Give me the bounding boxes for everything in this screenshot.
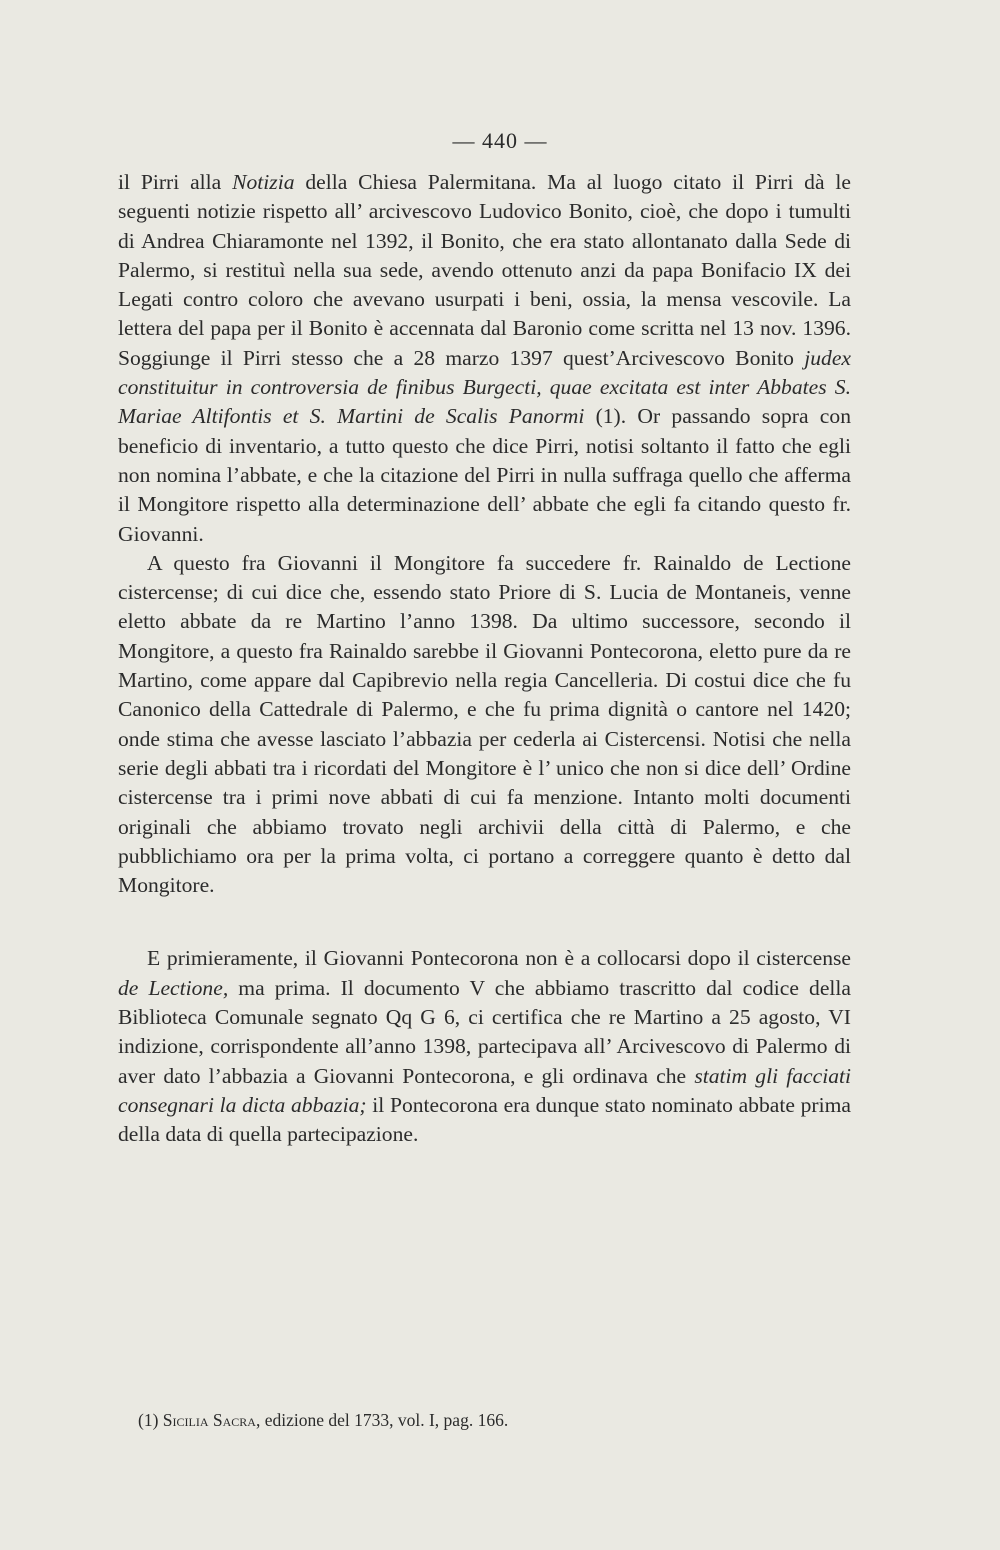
paragraph — [118, 944, 851, 1149]
footnote-source-title: Sicilia Sacra — [162, 1410, 256, 1430]
text-run: della Chiesa Palermitana. Ma al luogo citato il Pirri dà le seguenti notizie rispetto all’ arcivescovo Ludovico Bonito, cioè, che dopo i tumulti di Andrea Chiaramonte nel 1392, il Bonito, che era stato allontanato dalla Sede di Palermo, si restituì nella sua sede, avendo ottenuto anzi da papa Bonifacio IX dei Legati contro coloro che avevano usurpati i beni, ossia, la mensa vescovile. La lettera del papa per il Bonito è accennata dal Baronio come scritta nel 13 nov. 1396. Soggiunge il Pirri stesso che a 28 marzo 1397 quest’Arcivescovo Bonito — [118, 170, 851, 370]
paragraph — [118, 549, 851, 901]
text-run: il Pirri alla — [118, 170, 233, 194]
body-text — [118, 168, 851, 1150]
footnote-citation: , edizione del 1733, vol. I, pag. 166. — [255, 1410, 509, 1430]
text-run: il Pontecorona era dunque stato nominato abbate prima della data di quella partecipazione. — [118, 1092, 851, 1147]
text-run: (1). Or passando sopra con beneficio di inventario, a tutto questo che dice Pirri, notisi soltanto il fatto che egli non nomina l’abbate, e che la citazione del Pirri in nulla suffraga quello che afferma il Mongitore rispetto alla determinazione dell’ abbate che egli fa citando questo fr. Giovanni. — [118, 404, 851, 546]
italic-phrase: Notizia — [232, 170, 295, 194]
page-number: — 440 — — [452, 128, 548, 153]
italic-phrase: judex constituitur in controversia de finibus Burgecti, quae excitata est inter Abbates S. Mariae Altifontis et S. Martini de Scalis Panormi — [118, 345, 851, 429]
italic-phrase: de Lectione, — [118, 975, 229, 1000]
footnote-marker: (1) — [138, 1410, 159, 1430]
text-run: ma prima. Il documento V che abbiamo trascritto dal codice della Biblioteca Comunale segnato Qq G 6, ci certifica che re Martino a 25 agosto, VI indizione, corrispondente all’anno 1398, partecipava all’ Arcivescovo di Palermo di aver dato l’abbazia a Giovanni Pontecorona, e gli ordinava che — [118, 975, 851, 1088]
italic-phrase: statim gli facciati consegnari la dicta abbazia; — [118, 1063, 851, 1117]
text-run: E primieramente, il Giovanni Pontecorona non è a collocarsi dopo il cistercense — [147, 946, 851, 971]
text-run: A questo fra Giovanni il Mongitore fa succedere fr. Rainaldo de Lectione cistercense; di cui dice che, essendo stato Priore di S. Lucia de Montaneis, venne eletto abbate da re Martino l’anno 1398. Da ultimo successore, secondo il Mongitore, a questo fra Rainaldo sarebbe il Giovanni Pontecorona, eletto pure da re Martino, come appare dal Capibrevio nella regia Cancelleria. Di costui dice che fu Canonico della Cattedrale di Palermo, e che fu prima dignità o cantore nel 1420; onde stima che avesse lasciato l’abbazia per cederla ai Cistercensi. Notisi che nella serie degli abbati tra i ricordati del Mongitore è l’ unico che non si dice dell’ Ordine cistercense tra i primi nove abbati di cui fa menzione. Intanto molti documenti originali che abbiamo trovato negli archivii della città di Palermo, e che pubblichiamo ora per la prima volta, ci portano a correggere quanto è detto dal Mongitore. — [118, 550, 851, 898]
footnote — [118, 1408, 851, 1432]
paragraph — [118, 168, 851, 549]
